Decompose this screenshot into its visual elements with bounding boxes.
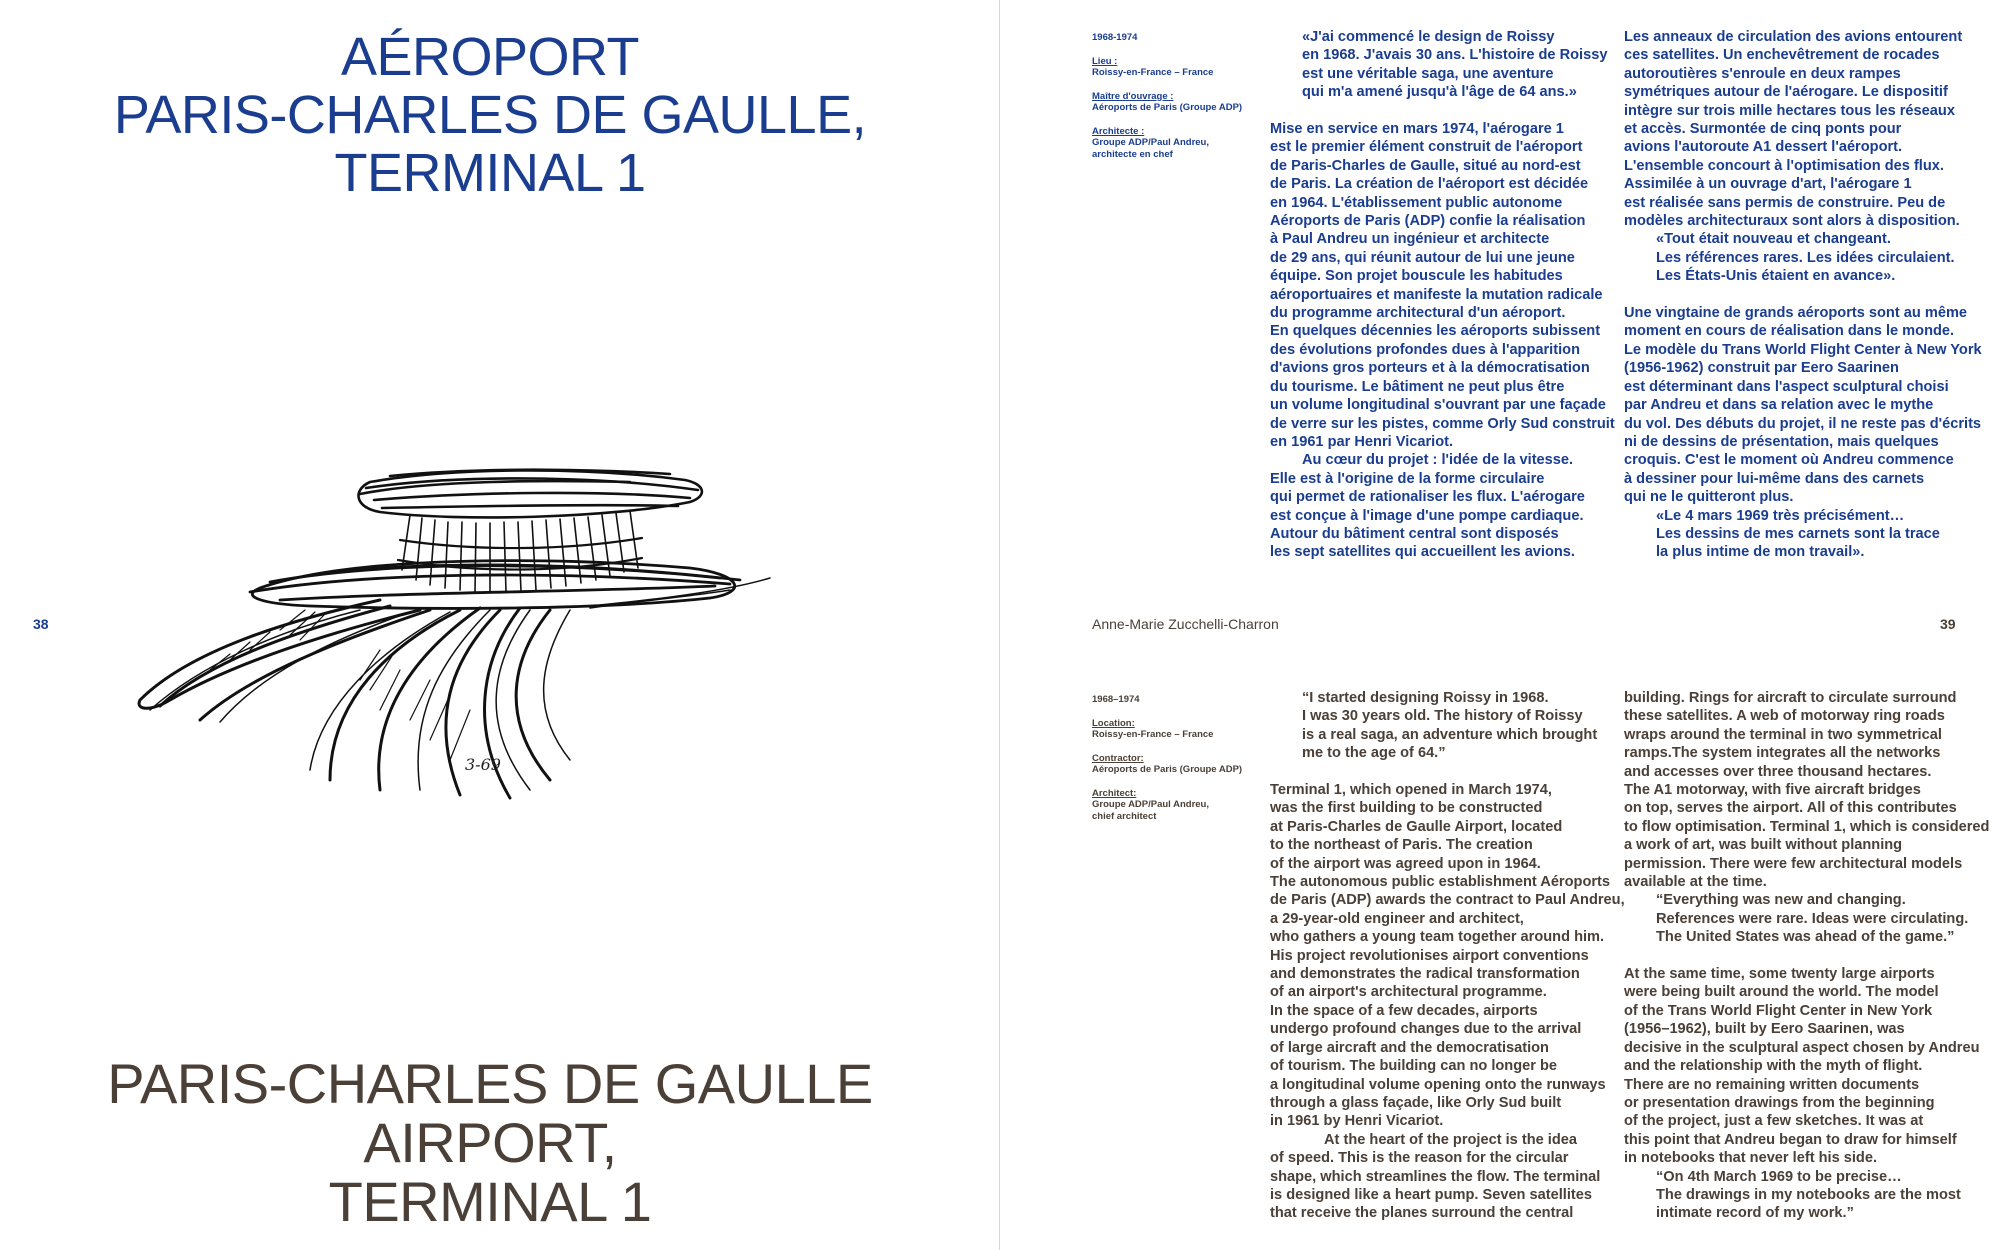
body-line: En quelques décennies les aéroports subissent [1270, 323, 1601, 340]
body-line: Une vingtaine de grands aéroports sont au même [1624, 305, 1968, 322]
sketch-date-label: 3-69 [465, 755, 501, 774]
body-line: ni de dessins de présentation, mais quelques [1624, 433, 1939, 450]
body-line: decisive in the sculptural aspect chosen by Andreu [1624, 1039, 1980, 1056]
body-line: est déterminant dans l'aspect sculptural choisi [1624, 378, 1949, 395]
body-line: available at the time. [1624, 874, 1767, 891]
right-page [1000, 0, 2000, 1250]
contractor-value: Aéroports de Paris (Groupe ADP) [1092, 102, 1243, 113]
quote-line: Les dessins de mes carnets sont la trace [1656, 525, 1940, 542]
body-line: croquis. C'est le moment où Andreu commence [1624, 452, 1954, 469]
body-line: is designed like a heart pump. Seven satellites [1270, 1186, 1592, 1203]
body-line: modèles architecturaux sont alors à disposition. [1624, 213, 1960, 230]
body-line: permission. There were few architectural models [1624, 855, 1963, 872]
body-line: in 1961 by Henri Vicariot. [1270, 1113, 1444, 1130]
body-line: and the relationship with the myth of flight. [1624, 1058, 1923, 1075]
body-line: At the heart of the project is the idea [1324, 1131, 1577, 1148]
terminal-sketch-drawing [130, 460, 810, 810]
body-line: moment en cours de réalisation dans le monde. [1624, 323, 1955, 340]
english-project-info [1092, 694, 1252, 822]
body-line: des évolutions profondes dues à l'apparition [1270, 341, 1580, 358]
quote-line: en 1968. J'avais 30 ans. L'histoire de Roissy [1302, 47, 1608, 64]
body-line: building. Rings for aircraft to circulate surround [1624, 690, 1957, 706]
quote-line: is a real saga, an adventure which brought [1302, 726, 1598, 743]
body-line: In the space of a few decades, airports [1270, 1002, 1538, 1019]
body-line: de Paris. La création de l'aéroport est décidée [1270, 176, 1589, 193]
body-line: à dessiner pour lui-même dans des carnets [1624, 470, 1925, 487]
contractor-value: Aéroports de Paris (Groupe ADP) [1092, 764, 1243, 775]
body-line: and demonstrates the radical transformation [1270, 966, 1580, 983]
body-line: that receive the planes surround the central [1270, 1205, 1574, 1222]
english-text-column-1 [1270, 689, 1630, 1223]
body-line: His project revolutionises airport conventions [1270, 947, 1589, 964]
french-title-line: AÉROPORT [340, 27, 640, 87]
body-line: est conçue à l'image d'une pompe cardiaque. [1270, 507, 1584, 524]
english-title-line: PARIS-CHARLES DE GAULLE [107, 1052, 873, 1115]
body-line: The autonomous public establishment Aéroports [1270, 874, 1611, 891]
architect-label: Architect: [1092, 787, 1137, 799]
body-line: de Paris (ADP) awards the contract to Paul Andreu, [1270, 892, 1625, 909]
french-title [40, 28, 940, 202]
quote-line: «Tout était nouveau et changeant. [1656, 231, 1891, 248]
location-value: Roissy-en-France – France [1092, 67, 1214, 78]
body-line: Assimilée à un ouvrage d'art, l'aérogare 1 [1624, 176, 1912, 193]
body-line: of the airport was agreed upon in 1964. [1270, 855, 1541, 872]
body-line: The A1 motorway, with five aircraft bridges [1624, 782, 1921, 799]
body-line: et accès. Surmontée de cinq ponts pour [1624, 121, 1902, 138]
author-name: Anne-Marie Zucchelli-Charron [1092, 616, 1279, 632]
body-line: a longitudinal volume opening onto the runways [1270, 1076, 1606, 1093]
location-label: Location: [1092, 717, 1135, 729]
body-line: shape, which streamlines the flow. The terminal [1270, 1168, 1601, 1185]
body-line: symétriques autour de l'aérogare. Le dispositif [1624, 84, 1948, 101]
body-line: Les anneaux de circulation des avions entourent [1624, 29, 1963, 45]
body-line: these satellites. A web of motorway ring roads [1624, 708, 1945, 725]
body-line: (1956-1962) construit par Eero Saarinen [1624, 360, 1899, 377]
french-title-line: PARIS-CHARLES DE GAULLE, [113, 85, 867, 145]
quote-line: “On 4th March 1969 to be precise… [1656, 1168, 1902, 1185]
body-line: in notebooks that never left his side. [1624, 1150, 1878, 1167]
architect-value: Groupe ADP/Paul Andreu, [1092, 137, 1210, 148]
body-line: through a glass façade, like Orly Sud built [1270, 1094, 1562, 1111]
project-dates: 1968-1974 [1092, 32, 1138, 43]
body-line: ramps.The system integrates all the networks [1624, 745, 1941, 762]
quote-line: la plus intime de mon travail». [1656, 544, 1865, 561]
quote-line: The United States was ahead of the game.” [1656, 929, 1955, 946]
location-value: Roissy-en-France – France [1092, 729, 1214, 740]
quote-line: Les États-Unis étaient en avance». [1656, 268, 1896, 285]
body-line: who gathers a young team together around him. [1270, 929, 1605, 946]
body-line: of the Trans World Flight Center in New York [1624, 1002, 1933, 1019]
quote-line: qui m'a amené jusqu'à l'âge de 64 ans.» [1302, 84, 1577, 101]
body-line: intègre sur trois mille hectares tous les réseaux [1624, 102, 1955, 119]
body-line: or presentation drawings from the beginning [1624, 1094, 1935, 1111]
body-line: a 29-year-old engineer and architect, [1270, 910, 1524, 927]
body-line: Elle est à l'origine de la forme circulaire [1270, 470, 1545, 487]
quote-line: References were rare. Ideas were circulating. [1656, 910, 1969, 927]
body-line: en 1964. L'établissement public autonome [1270, 194, 1563, 211]
architect-value: architecte en chef [1092, 148, 1173, 160]
body-line: est le premier élément construit de l'aéroport [1270, 139, 1583, 156]
body-line: There are no remaining written documents [1624, 1076, 1920, 1093]
body-line: du vol. Des débuts du projet, il ne reste pas d'écrits [1624, 415, 1982, 432]
quote-line: The drawings in my notebooks are the most [1656, 1186, 1961, 1203]
body-line: undergo profound changes due to the arrival [1270, 1021, 1582, 1038]
quote-line: «J'ai commencé le design de Roissy [1302, 29, 1555, 45]
body-line: to flow optimisation. Terminal 1, which is considered [1624, 818, 1990, 835]
body-line: Le modèle du Trans World Flight Center à New York [1624, 341, 1982, 358]
body-line: du programme architectural d'un aéroport. [1270, 305, 1566, 322]
french-project-info [1092, 32, 1252, 160]
body-line: were being built around the world. The model [1624, 984, 1939, 1001]
body-line: At the same time, some twenty large airports [1624, 966, 1935, 983]
body-line: was the first building to be constructed [1270, 800, 1543, 817]
body-line: avions l'autoroute A1 dessert l'aéroport. [1624, 139, 1903, 156]
body-line: Aéroports de Paris (ADP) confie la réalisation [1270, 213, 1586, 230]
body-line: autoroutières s'enroule en deux rampes [1624, 65, 1901, 82]
page-number-left: 38 [33, 616, 49, 632]
architect-value: chief architect [1092, 810, 1157, 822]
body-line: Autour du bâtiment central sont disposés [1270, 525, 1559, 542]
body-line: on top, serves the airport. All of this contributes [1624, 800, 1957, 817]
quote-line: Les références rares. Les idées circulaient. [1656, 249, 1955, 266]
french-text-column-1 [1270, 28, 1630, 562]
body-line: and accesses over three thousand hectares. [1624, 763, 1932, 780]
page-number-right: 39 [1940, 616, 1956, 632]
body-line: en 1961 par Henri Vicariot. [1270, 433, 1454, 450]
quote-line: est une véritable saga, une aventure [1302, 65, 1554, 82]
body-line: of the project, just a few sketches. It was at [1624, 1113, 1924, 1130]
architect-value: Groupe ADP/Paul Andreu, [1092, 799, 1210, 810]
french-title-line: TERMINAL 1 [334, 143, 646, 203]
body-line: Mise en service en mars 1974, l'aérogare 1 [1270, 121, 1564, 138]
quote-line: me to the age of 64.” [1302, 745, 1446, 762]
body-line: qui permet de rationaliser les flux. L'aérogare [1270, 489, 1585, 506]
body-line: d'avions gros porteurs et à la démocratisation [1270, 360, 1590, 377]
body-line: of large aircraft and the democratisation [1270, 1039, 1549, 1056]
body-line: aéroportuaires et manifeste la mutation radicale [1270, 286, 1603, 303]
project-dates: 1968–1974 [1092, 694, 1140, 705]
body-line: les sept satellites qui accueillent les avions. [1270, 544, 1575, 561]
body-line: Terminal 1, which opened in March 1974, [1270, 782, 1552, 799]
english-text-column-2 [1624, 689, 1994, 1223]
body-line: of an airport's architectural programme. [1270, 984, 1547, 1001]
quote-line: I was 30 years old. The history of Roissy [1302, 708, 1583, 725]
quote-line: «Le 4 mars 1969 très précisément… [1656, 507, 1905, 524]
body-line: wraps around the terminal in two symmetrical [1624, 726, 1942, 743]
body-line: L'ensemble concourt à l'optimisation des flux. [1624, 157, 1944, 174]
body-line: par Andreu et dans sa relation avec le mythe [1624, 397, 1934, 414]
quote-line: intimate record of my work.” [1656, 1205, 1854, 1222]
architect-label: Architecte : [1092, 125, 1145, 137]
english-title-line: TERMINAL 1 [328, 1170, 652, 1233]
french-text-column-2 [1624, 28, 1994, 562]
body-line: qui ne le quitteront plus. [1624, 489, 1794, 506]
body-line: Au cœur du projet : l'idée de la vitesse. [1302, 452, 1574, 469]
english-title [40, 1054, 940, 1231]
body-line: to the northeast of Paris. The creation [1270, 837, 1533, 854]
quote-line: “Everything was new and changing. [1656, 892, 1906, 909]
body-line: est réalisée sans permis de construire. Peu de [1624, 194, 1946, 211]
body-line: un volume longitudinal s'ouvrant par une façade [1270, 397, 1606, 414]
body-line: du tourisme. Le bâtiment ne peut plus être [1270, 378, 1565, 395]
contractor-label: Maître d'ouvrage : [1092, 90, 1174, 102]
quote-line: “I started designing Roissy in 1968. [1302, 690, 1549, 706]
body-line: at Paris-Charles de Gaulle Airport, located [1270, 818, 1563, 835]
body-line: à Paul Andreu un ingénieur et architecte [1270, 231, 1550, 248]
body-line: ces satellites. Un enchevêtrement de rocades [1624, 47, 1940, 64]
body-line: de verre sur les pistes, comme Orly Sud construit [1270, 415, 1615, 432]
body-line: of tourism. The building can no longer be [1270, 1058, 1558, 1075]
body-line: équipe. Son projet bouscule les habitudes [1270, 268, 1563, 285]
body-line: de Paris-Charles de Gaulle, situé au nord-est [1270, 157, 1581, 174]
body-line: of speed. This is the reason for the circular [1270, 1150, 1569, 1167]
location-label: Lieu : [1092, 55, 1118, 67]
body-line: a work of art, was built without planning [1624, 837, 1903, 854]
contractor-label: Contractor: [1092, 752, 1144, 764]
body-line: de 29 ans, qui réunit autour de lui une jeune [1270, 249, 1575, 266]
body-line: this point that Andreu began to draw for himself [1624, 1131, 1957, 1148]
english-title-line: AIRPORT, [363, 1111, 617, 1174]
body-line: (1956–1962), built by Eero Saarinen, was [1624, 1021, 1905, 1038]
